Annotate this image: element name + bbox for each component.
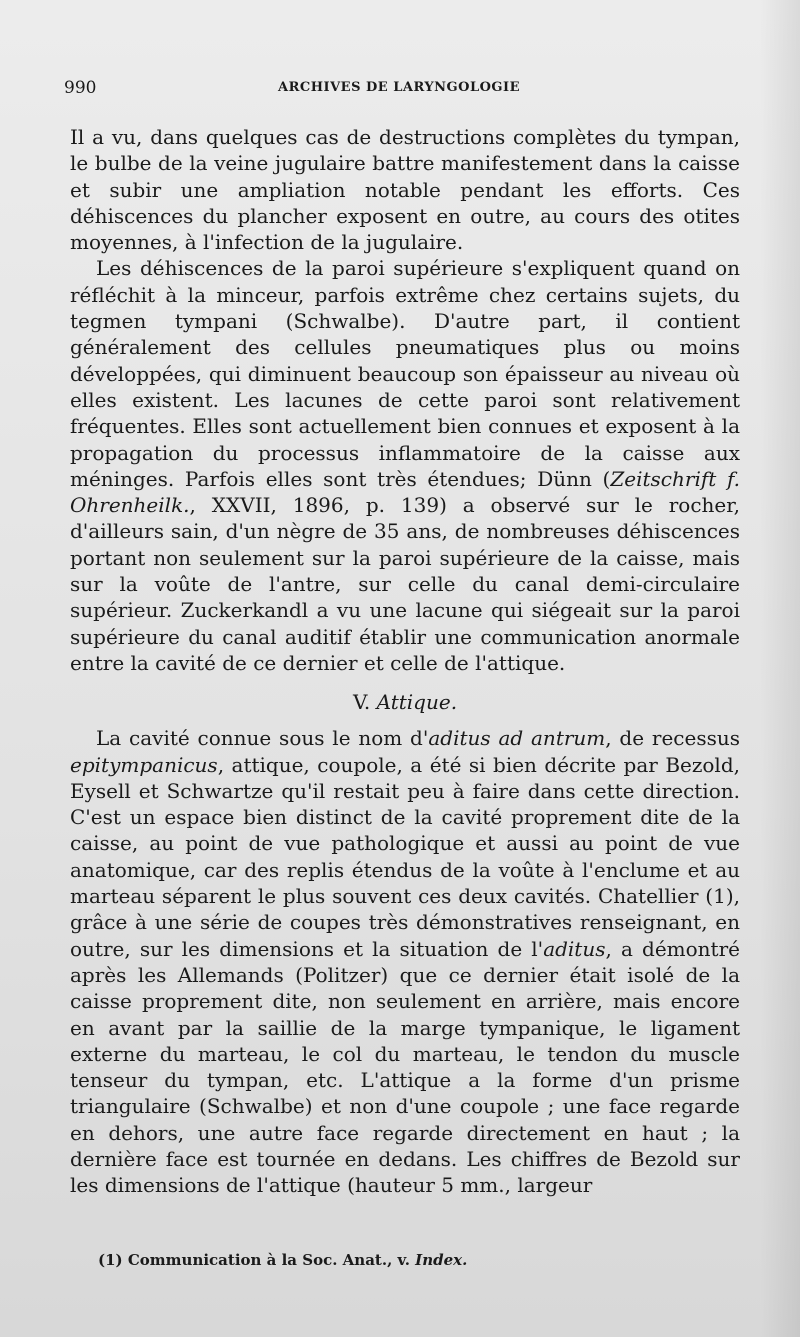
journal-citation: Zeitschrift f. Ohrenheilk. (70, 466, 741, 518)
page-number: 990 (64, 78, 97, 98)
paragraph-1: Il a vu, dans quelques cas de destructions complètes du tympan, le bulbe de la veine jugulaire battre manifestement dans la caisse et subir une ampliation notable pendant les efforts. Ces déhiscences du plancher exposent en outre, au cours des otites moyennes, à l'infection de la jugulaire. (70, 125, 740, 255)
section-number: V. (352, 690, 371, 715)
page-edge-shadow (760, 0, 800, 1337)
paragraph-3-i1: aditus ad antrum (428, 726, 606, 751)
section-title: Attique. (376, 690, 458, 715)
paragraph-3-t3: , attique, coupole, a été si bien décrite par Bezold, Eysell et Schwartze qu'il restait peu à faire dans cette direction. C'est un espace bien distinct de la cavité proprement dite de la caisse, au point de vue pathologique et aussi au point de vue anatomique, car des replis étendus de la voûte à l'enclume et au marteau séparent le plus souvent ces deux cavités. Chatellier (1), grâce à une série de coupes très démonstratives renseignant, en outre, sur les dimensions et la situation de l' (70, 752, 740, 961)
footnote-italic: Index. (415, 1251, 468, 1269)
paragraph-2-text-a: Les déhiscences de la paroi supérieure s'expliquent quand on réfléchit à la minceur, parfois extrême chez certains sujets, du tegmen tympani (Schwalbe). D'autre part, il contient généralement des cellules pneumatiques plus ou moins développées, qui diminuent beaucoup son épaisseur au niveau où elles existent. Les lacunes de cette paroi sont relativement fréquentes. Elles sont actuellement bien connues et exposent à la propagation du processus inflammatoire de la caisse aux méninges. Parfois elles sont très étendues; Dünn ( (70, 256, 740, 491)
footnote-text: (1) Communication à la Soc. Anat., v. (98, 1251, 416, 1269)
page-header (64, 78, 734, 102)
paragraph-3-t4: , a démontré après les Allemands (Politzer) que ce dernier était isolé de la caisse proprement dite, non seulement en arrière, mais encore en avant par la saillie de la marge tympanique, le ligament externe du marteau, le col du marteau, le tendon du muscle tenseur du tympan, etc. L'attique a la forme d'un prisme triangulaire (Schwalbe) et non d'une coupole ; une face regarde en dehors, une autre face regarde directement en haut ; la dernière face est tournée en dedans. Les chiffres de Bezold sur les dimensions de l'attique (hauteur 5 mm., largeur (70, 936, 740, 1198)
footnote (98, 1251, 738, 1269)
paragraph-3-i3: aditus (543, 936, 606, 961)
paragraph-2 (70, 255, 740, 676)
paragraph-3-t2: , de recessus (605, 726, 740, 751)
running-title: ARCHIVES DE LARYNGOLOGIE (278, 80, 520, 95)
paragraph-3-t1: La cavité connue sous le nom d' (96, 726, 429, 751)
paragraph-2-text-b: , XXVII, 1896, p. 139) a observé sur le rocher, d'ailleurs sain, d'un nègre de 35 ans, de nombreuses déhiscences portant non seulement sur la paroi supérieure de la caisse, mais sur la voûte de l'antre, sur celle du canal demi-circulaire supérieur. Zuckerkandl a vu une lacune qui siégeait sur la paroi supérieure du canal auditif établir une communication anormale entre la cavité de ce dernier et celle de l'attique. (70, 493, 740, 675)
paragraph-3 (70, 725, 740, 1198)
paragraph-3-i2: epitympanicus (70, 752, 218, 777)
body-text (70, 124, 740, 1199)
section-heading (70, 689, 740, 715)
